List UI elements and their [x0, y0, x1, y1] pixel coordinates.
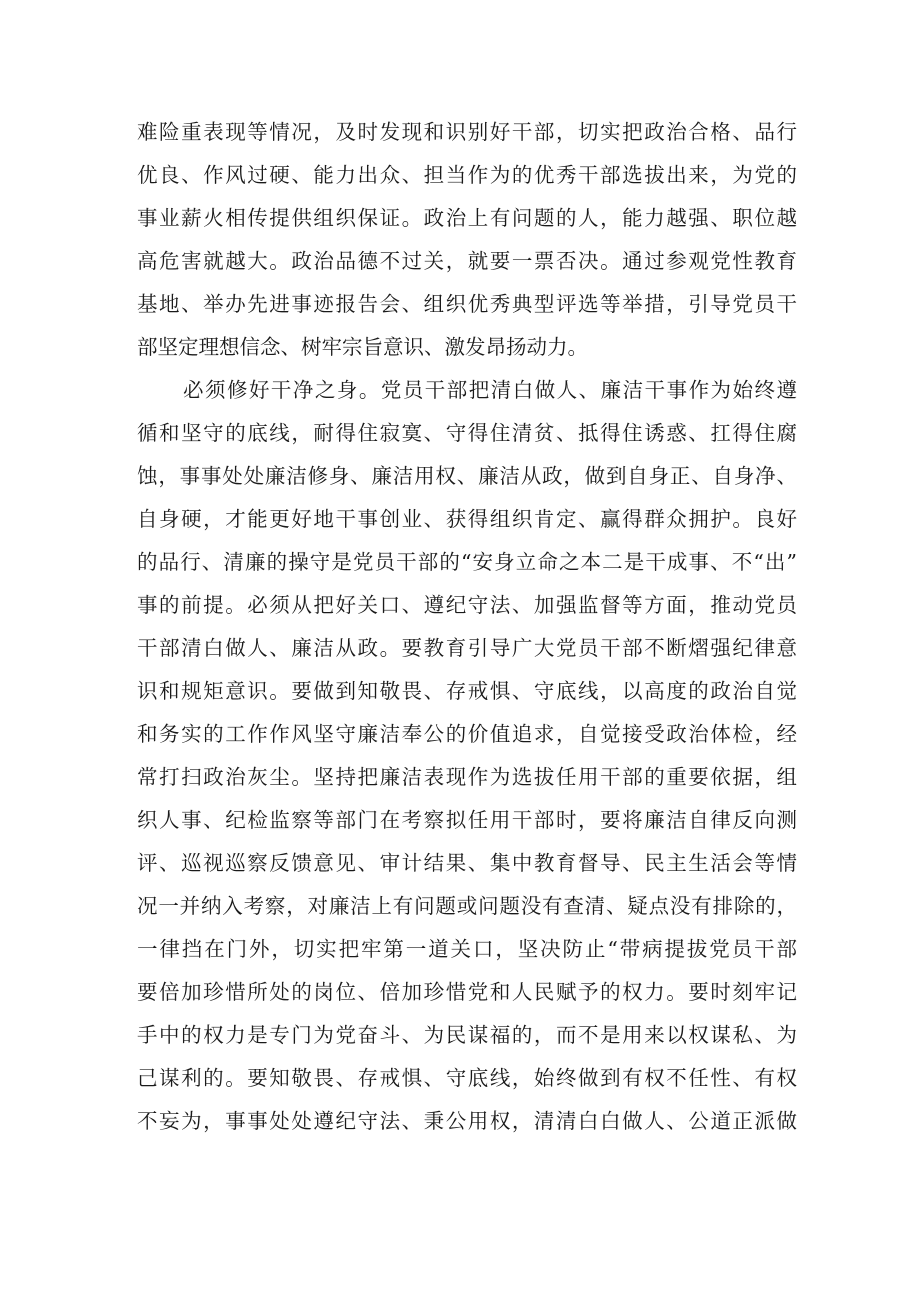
text-line: 和务实的工作作风坚守廉洁奉公的价值追求，自觉接受政治体检，经 [137, 722, 797, 746]
text-line: 蚀，事事处处廉洁修身、廉洁用权、廉洁从政，做到自身正、自身净、 [137, 464, 797, 488]
text-line: 优良、作风过硬、能力出众、担当作为的优秀干部选拔出来，为党的 [137, 163, 797, 187]
body-text [137, 111, 797, 1143]
text-line: 况一并纳入考察，对廉洁上有问题或问题没有查清、疑点没有排除的， [137, 894, 797, 918]
text-line: 织人事、纪检监察等部门在考察拟任用干部时，要将廉洁自律反向测 [137, 808, 797, 832]
text-line: 基地、举办先进事迹报告会、组织优秀典型评选等举措，引导党员干 [137, 292, 797, 316]
text-line: 循和坚守的底线，耐得住寂寞、守得住清贫、抵得住诱惑、扛得住腐 [137, 421, 797, 445]
text-line: 评、巡视巡察反馈意见、审计结果、集中教育督导、民主生活会等情 [137, 851, 797, 875]
text-line: 事的前提。必须从把好关口、遵纪守法、加强监督等方面，推动党员 [137, 593, 797, 617]
text-line: 要倍加珍惜所处的岗位、倍加珍惜党和人民赋予的权力。要时刻牢记 [137, 980, 797, 1004]
text-line: 难险重表现等情况，及时发现和识别好干部，切实把政治合格、品行 [137, 120, 797, 144]
text-line: 干部清白做人、廉洁从政。要教育引导广大党员干部不断熠强纪律意 [137, 636, 797, 660]
text-line: 不妄为，事事处处遵纪守法、秉公用权，清清白白做人、公道正派做 [137, 1109, 797, 1133]
text-line: 己谋利的。要知敬畏、存戒惧、守底线，始终做到有权不任性、有权 [137, 1066, 797, 1090]
text-line: 一律挡在门外，切实把牢第一道关口，坚决防止“带病提拔党员干部 [137, 937, 797, 961]
text-line: 手中的权力是专门为党奋斗、为民谋福的，而不是用来以权谋私、为 [137, 1023, 797, 1047]
text-line: 自身硬，才能更好地干事创业、获得组织肯定、赢得群众拥护。良好 [137, 507, 797, 531]
text-line: 识和规矩意识。要做到知敬畏、存戒惧、守底线，以高度的政治自觉 [137, 679, 797, 703]
text-line: 事业薪火相传提供组织保证。政治上有问题的人，能力越强、职位越 [137, 206, 797, 230]
text-line: 的品行、清廉的操守是党员干部的“安身立命之本二是干成事、不“出” [137, 550, 797, 574]
paragraph-first-line: 必须修好干净之身。党员干部把清白做人、廉洁干事作为始终遵 [183, 378, 797, 402]
text-line: 高危害就越大。政治品德不过关，就要一票否决。通过参观党性教育 [137, 249, 797, 273]
text-line: 常打扫政治灰尘。坚持把廉洁表现作为选拔任用干部的重要依据，组 [137, 765, 797, 789]
text-line: 部坚定理想信念、树牢宗旨意识、激发昂扬动力。 [137, 335, 588, 359]
